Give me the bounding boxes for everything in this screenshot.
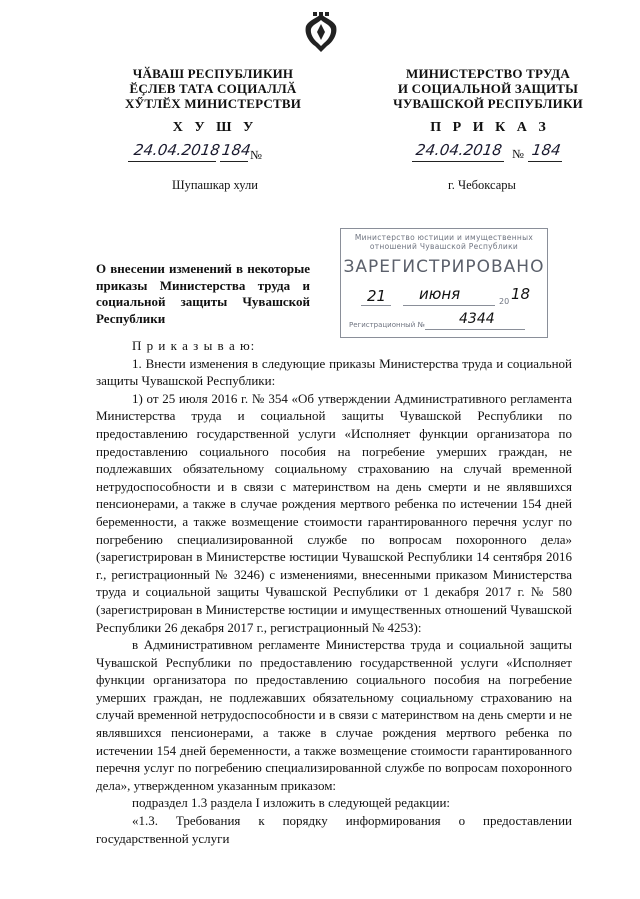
stamp-month: июня [419,285,461,303]
stamp-line2: отношений Чувашской Республики [369,242,519,251]
registration-stamp [340,228,548,338]
stamp-word: ЗАРЕГИСТРИРОВАНО [343,257,545,277]
header-left-line1: ЧӐВАШ РЕСПУБЛИКИН [132,66,294,81]
stamp-reg-number: 4344 [459,311,495,327]
header-left-line3: ХӲТЛӖХ МИНИСТЕРСТВИ [124,96,302,111]
document-title: О внесении изменений в некоторые приказы Министерства труда и социальной защиты Чувашской Республики [96,261,310,326]
city-russian: г. Чебоксары [448,178,516,192]
paragraph-1: 1. Внести изменения в следующие приказы Министерства труда и социальной защиты Чувашской Республики: [96,355,572,389]
paragraph-5: «1.3. Требования к порядку информирования о предоставлении государственной услуги [96,813,572,846]
number-sign-left: № [250,148,262,162]
number-handwritten-right: 184 [530,141,562,159]
header-left-line2: ӖҪЛЕВ ТАТА СОЦИАЛЛӐ [129,81,297,96]
order-phrase: П р и к а з ы в а ю: [132,338,256,353]
number-handwritten-left: 184 [220,141,252,159]
date-line-left [128,141,252,163]
header-left [118,66,308,111]
order-word-russian: П Р И К А З [430,120,550,135]
stamp-line1: Министерство юстиции и имущественных [354,233,534,242]
header-right-line1: МИНИСТЕРСТВО ТРУДА [406,66,570,81]
order-word-chuvash: Х У Ш У [172,120,258,135]
number-sign-right: № [512,147,524,161]
date-handwritten-left: 24.04.2018 [132,141,222,159]
paragraph-4: подраздел 1.3 раздела I изложить в следующей редакции: [132,795,451,811]
date-handwritten-right: 24.04.2018 [414,141,504,159]
stamp-year: 18 [511,285,531,303]
stamp-reg-label: Регистрационный № [349,321,425,329]
paragraph-2: 1) от 25 июля 2016 г. № 354 «Об утверждении Административного регламента Министерства труда и социальной защиты Чувашской Республики по предоставлению государственной услуги «Исполняет функции организатора по предоставлению социального пособия на погребение умерших граждан, не подлежавших обязательному социальному страхованию на случай временной нетрудоспособности и в связи с материнством на день смерти и не являвшихся пенсионерами, а также в случае рождения мертвого ребенка по истечении 154 дней беременности, а также возмещение стоимости гарантированного перечня услуг по погребению специализированной службе по вопросам похоронного дела» (зарегистрирован в Министерстве юстиции Чувашской Республики 14 сентября 2016 г., регистрационный № 3246) с изменениями, внесенными приказом Министерства труда и социальной защиты Чувашской Республики от 1 декабря 2017 г. № 580 (зарегистрирован в Министерстве юстиции и имущественных отношений Чувашской Республики 26 декабря 2017 г., регистрационный № 4253): [96,390,572,635]
header-right-line3: ЧУВАШСКОЙ РЕСПУБЛИКИ [393,96,583,111]
stamp-day: 21 [367,287,387,305]
coat-of-arms-icon [303,12,339,56]
paragraph-3: в Административном регламенте Министерства труда и социальной защиты Чувашской Республики по предоставлению государственной услуги «Исполняет функции организатора по предоставлению социального пособия на погребение умерших граждан, не подлежавших обязательному социальному страхованию на случай временной нетрудоспособности и в связи с материнством на день смерти и не являвшихся пенсионерами, а также в случае рождения мертвого ребенка по истечении 154 дней беременности, а также возмещение стоимости гарантированного перечня услуг по погребению специализированной службе по вопросам похоронного дела», утвержденном указанным приказом: [96,637,572,793]
header-right [378,66,598,111]
stamp-year-prefix: 20 [499,297,510,306]
date-line-right [412,143,572,163]
city-chuvash: Шупашкар хули [172,178,258,192]
header-right-line2: И СОЦИАЛЬНОЙ ЗАЩИТЫ [397,81,579,96]
document-body [96,337,572,847]
